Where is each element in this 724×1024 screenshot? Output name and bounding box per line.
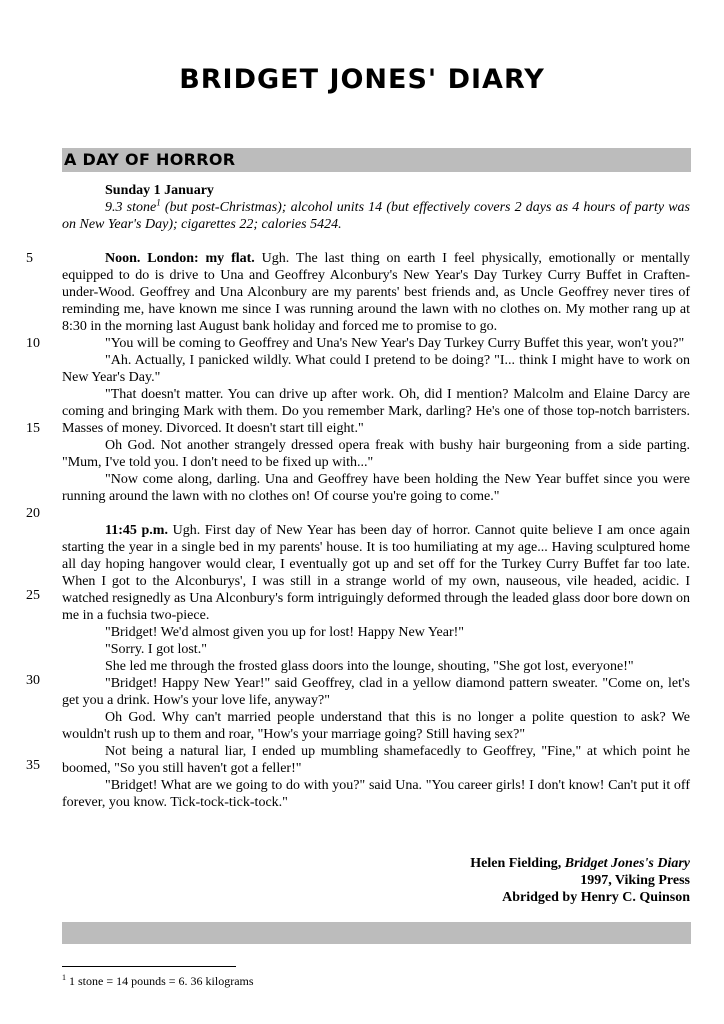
diary-text (62, 182, 690, 811)
entry-date: Sunday 1 January (105, 183, 214, 198)
source-abridged: Abridged by Henry C. Quinson (502, 890, 690, 905)
footnote-ref: 1 (156, 197, 161, 208)
entry-stats: 9.3 stone$^1$ (but post-Christmas); alcohol units 14 (but effectively covers 2 days as 4 hours of party was on New Year's Day); cigarettes 22; calories 5424. (62, 197, 690, 232)
line-number: 10 (26, 336, 40, 351)
source-author-line: Helen Fielding, Bridget Jones's Diary (470, 856, 690, 871)
line-number: 15 (26, 421, 40, 436)
paragraph: "Now come along, darling. Una and Geoffrey have been holding the New Year buffet since you were running around the lawn with no clothes on! Of course you're going to come." (62, 472, 690, 504)
document-title: BRIDGET JONES' DIARY (179, 64, 545, 95)
paragraph: "Ah. Actually, I panicked wildly. What could I pretend to be doing? "I... think I might have to work on New Year's Day." (62, 353, 690, 385)
line-number: 20 (26, 506, 40, 521)
paragraph: Oh God. Not another strangely dressed opera freak with bushy hair burgeoning from a side parting. "Mum, I've told you. I don't need to be fixed up with..." (62, 438, 690, 470)
line-number: 30 (26, 673, 40, 688)
footnote-divider (62, 966, 236, 967)
paragraph: "Sorry. I got lost." (105, 642, 207, 657)
source-publication: 1997, Viking Press (580, 873, 690, 888)
line-number: 5 (26, 251, 33, 266)
book-title: Bridget Jones's Diary (564, 856, 690, 871)
line-number: 35 (26, 758, 40, 773)
paragraph: "You will be coming to Geoffrey and Una's New Year's Day Turkey Curry Buffet this year, won't you?" (105, 336, 685, 351)
paragraph: She led me through the frosted glass doors into the lounge, shouting, "She got lost, everyone!" (105, 659, 634, 674)
paragraph: "Bridget! Happy New Year!" said Geoffrey, clad in a yellow diamond pattern sweater. "Come on, let's get you a drink. How's your love life, anyway?" (62, 676, 690, 708)
section-title: A DAY OF HORROR (64, 150, 236, 169)
paragraph: 11:45 p.m. Ugh. First day of New Year has been day of horror. Cannot quite believe I am once again starting the year in a single bed in my parents' house. It is too humiliating at my age... Having sculptured home all day hoping hangover would clear, I eventually got up and set off for the Turkey Curry Buffet far too late. When I got to the Alconburys', I was still in a strange world of my own, nauseous, vile headed, acidic. I watched resignedly as Una Alconbury's form intriguingly deformed through the leaded glass door bore down on me in a fuchsia two-piece. (62, 523, 691, 623)
paragraph: "Bridget! What are we going to do with you?" said Una. "You career girls! I don't know! Can't put it off forever, you know. Tick-tock-tick-tock." (62, 778, 690, 810)
paragraph: Oh God. Why can't married people understand that this is no longer a polite question to ask? We wouldn't rush up to them and roar, "How's your marriage going? Still having sex?" (62, 710, 690, 742)
footnote: $^1$ 1 stone = 14 pounds = 6. 36 kilograms (62, 973, 254, 988)
line-number: 25 (26, 588, 40, 603)
source-citation (470, 855, 690, 906)
section-header (62, 148, 691, 172)
paragraph: "That doesn't matter. You can drive up after work. Oh, did I mention? Malcolm and Elaine Darcy are coming and bringing Mark with them. Do you remember Mark, darling? He's one of those top-notch barristers. Masses of money. Divorced. It doesn't start till eight." (62, 387, 690, 436)
footer-bar (62, 922, 691, 944)
paragraph: "Bridget! We'd almost given you up for lost! Happy New Year!" (105, 625, 465, 640)
paragraph: Noon. London: my flat. Ugh. The last thing on earth I feel physically, emotionally or mentally equipped to do is drive to Una and Geoffrey Alconbury's New Year's Day Turkey Curry Buffet in Craften-under-Wood. Geoffrey and Una Alconbury are my parents' best friends and, as Uncle Geoffrey never tires of reminding me, have known me since I was running around the lawn with no clothes on. My mother rang up at 8:30 in the morning last August bank holiday and forced me to promise to go. (62, 251, 690, 334)
paragraph: Not being a natural liar, I ended up mumbling shamefacedly to Geoffrey, "Fine," at which point he boomed, "So you still haven't got a feller!" (62, 744, 690, 776)
